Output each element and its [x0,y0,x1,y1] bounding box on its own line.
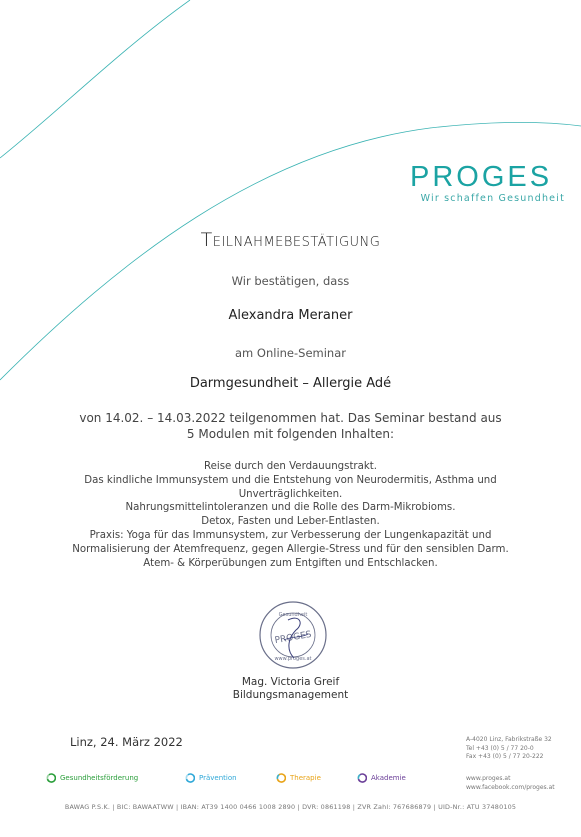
logo-tagline: Wir schaffen Gesundheit [420,193,565,204]
division-therapie [276,773,321,783]
content-line: Unverträglichkeiten. [238,488,343,500]
signatory [0,676,581,702]
intro-text: Wir bestätigen, dass [231,274,350,288]
content-line: Praxis: Yoga für das Immunsystem, zur Verbesserung der Lungenkapazität und [89,529,492,541]
seminar-title: Darmgesundheit – Allergie Adé [189,376,392,391]
division-label: Akademie [371,774,406,782]
division-ring-icon [185,773,195,783]
division-ring-icon [276,773,286,783]
division-ring-icon [46,773,56,783]
address-line: A-4020 Linz, Fabrikstraße 32 [466,736,552,743]
svg-text:www.proges.at: www.proges.at [274,656,312,662]
content-line: Reise durch den Verdauungstrakt. [203,461,377,472]
content-line: Detox, Fasten und Leber-Entlasten. [201,516,380,528]
period-line-1: von 14.02. – 14.03.2022 teilgenommen hat. Das Seminar bestand aus [79,411,502,425]
participant-name: Alexandra Meraner [228,308,353,323]
proges-logo [410,162,565,206]
signatory-name: Mag. Victoria Greif [241,676,340,688]
period-line-2: 5 Modulen mit folgenden Inhalten: [186,427,395,441]
address-fax: Fax +43 (0) 5 / 77 20-222 [466,753,544,761]
svg-text:Gesundheit: Gesundheit [278,612,308,618]
signatory-role: Bildungsmanagement [232,689,349,701]
division-label: Prävention [199,774,237,782]
company-address [466,736,552,762]
division-ring-icon [357,773,367,783]
division-praevention [185,773,237,783]
logo-wordmark: PROGES [410,161,553,193]
division-label: Therapie [290,774,321,782]
content-line: Normalisierung der Atemfrequenz, gegen Allergie-Stress und für den sensiblen Darm. [72,543,509,555]
content-line: Atem- & Körperübungen zum Entgiften und Entschlacken. [143,557,438,569]
bank-details: BAWAG P.S.K. | BIC: BAWAATWW | IBAN: AT39 1400 0466 1008 2890 | DVR: 0861198 | ZVR Zahl: 767686879 | UID-Nr.: ATU 37480105 [64,803,517,811]
svg-text:PROGES: PROGES [274,629,313,647]
seminar-contents [0,460,581,570]
website-link[interactable]: www.proges.at [466,775,511,782]
division-akademie [357,773,406,783]
issue-date: Linz, 24. März 2022 [70,735,183,749]
certificate-title: Teilnahmebestätigung [200,229,381,251]
seminar-intro: am Online-Seminar [235,346,346,360]
content-line: Nahrungsmittelintoleranzen und die Rolle des Darm-Mikrobioms. [125,502,456,514]
company-stamp [258,600,328,670]
content-line: Das kindliche Immunsystem und die Entstehung von Neurodermitis, Asthma und [84,474,497,486]
division-gesundheitsfoerderung [46,773,138,783]
facebook-link[interactable]: www.facebook.com/proges.at [466,783,555,791]
division-label: Gesundheitsförderung [60,774,139,782]
address-phone: Tel +43 (0) 5 / 77 20-0 [466,744,534,752]
web-links [466,775,555,792]
